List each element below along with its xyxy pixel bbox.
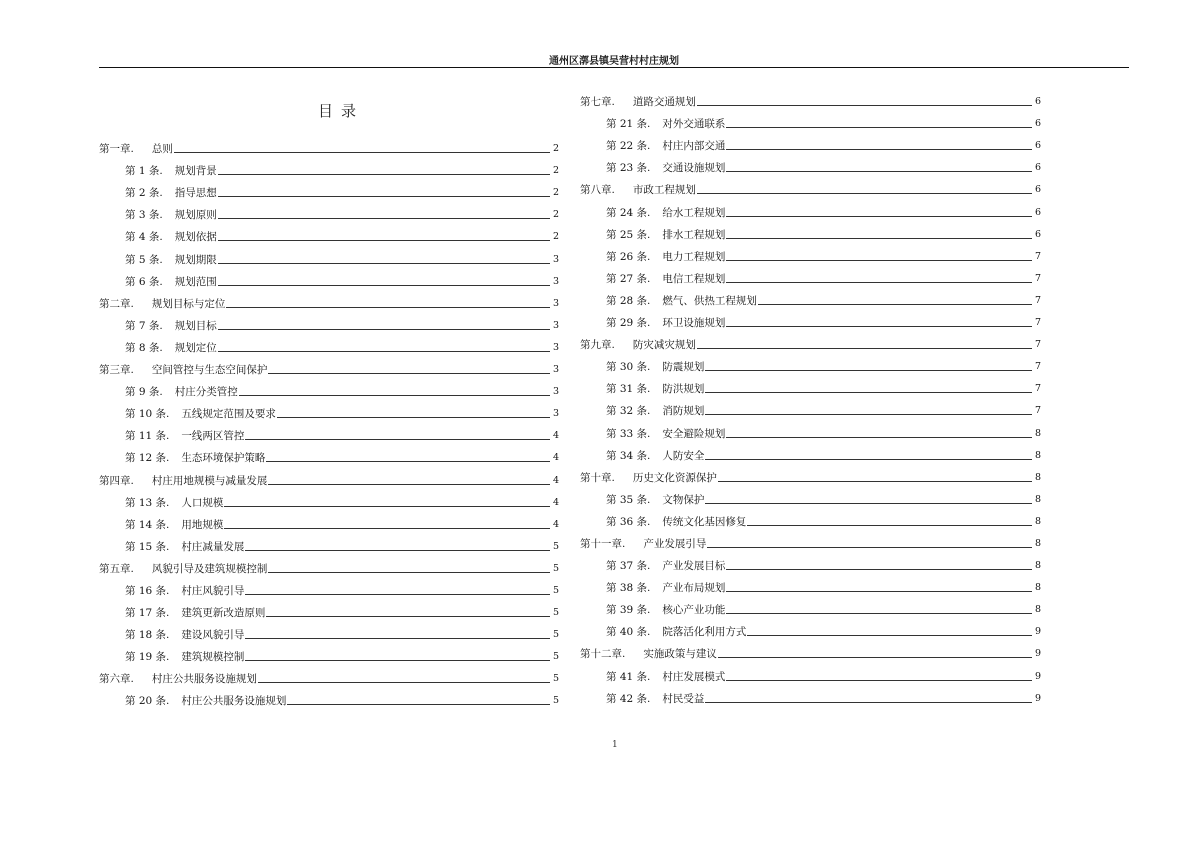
- toc-entry-title: 消防规划: [662, 405, 705, 418]
- toc-article-entry[interactable]: [99, 597, 559, 619]
- toc-entry-page: 7: [1034, 383, 1041, 395]
- toc-entry-number: 第 5 条.: [125, 253, 163, 266]
- toc-leader-line: [726, 238, 1032, 239]
- toc-article-entry[interactable]: [99, 310, 559, 332]
- toc-entry-number: 第 18 条.: [125, 629, 170, 642]
- toc-entry-number: 第 34 条.: [606, 449, 651, 462]
- toc-leader-line: [218, 218, 550, 219]
- toc-leader-line: [239, 395, 550, 396]
- toc-leader-line: [226, 307, 550, 308]
- toc-entry-page: 7: [1034, 405, 1041, 417]
- toc-leader-line: [218, 240, 550, 241]
- toc-entry-page: 5: [552, 540, 559, 552]
- toc-entry-title: 文物保护: [662, 493, 705, 506]
- toc-article-entry[interactable]: [99, 487, 559, 509]
- toc-leader-line: [245, 550, 550, 551]
- toc-entry-title: 规划定位: [174, 341, 217, 354]
- toc-entry-page: 2: [552, 187, 559, 199]
- toc-entry-number: 第 9 条.: [125, 386, 163, 399]
- toc-entry-page: 9: [1034, 670, 1041, 682]
- toc-entry-title: 建设风貌引导: [181, 629, 245, 642]
- toc-article-entry[interactable]: [580, 572, 1041, 594]
- toc-right-column: [580, 86, 1041, 705]
- toc-entry-title: 排水工程规划: [662, 228, 726, 241]
- toc-entry-number: 第 17 条.: [125, 607, 170, 620]
- document-header-title: 通州区漷县镇吴营村村庄规划: [549, 56, 679, 67]
- toc-entry-page: 9: [1034, 692, 1041, 704]
- toc-entry-page: 7: [1034, 317, 1041, 329]
- toc-entry-title: 规划目标: [174, 319, 217, 332]
- toc-leader-line: [726, 171, 1032, 172]
- toc-entry-number: 第 3 条.: [125, 209, 163, 222]
- toc-entry-page: 6: [1034, 96, 1041, 108]
- toc-entry-title: 空间管控与生态空间保护: [151, 364, 268, 377]
- toc-article-entry[interactable]: [580, 263, 1041, 285]
- toc-entry-title: 产业发展引导: [643, 537, 707, 550]
- toc-entry-title: 村庄发展模式: [662, 670, 726, 683]
- toc-leader-line: [697, 193, 1032, 194]
- toc-entry-title: 一线两区管控: [181, 430, 245, 443]
- toc-leader-line: [266, 461, 550, 462]
- toc-entry-page: 5: [552, 607, 559, 619]
- toc-entry-page: 5: [552, 695, 559, 707]
- toc-entry-number: 第 41 条.: [606, 670, 651, 683]
- toc-leader-line: [268, 572, 550, 573]
- toc-entry-number: 第八章.: [580, 184, 615, 197]
- toc-entry-number: 第 39 条.: [606, 604, 651, 617]
- toc-entry-page: 7: [1034, 339, 1041, 351]
- toc-entry-title: 电力工程规划: [662, 250, 726, 263]
- toc-article-entry[interactable]: [580, 683, 1041, 705]
- toc-entry-title: 五线规定范围及要求: [181, 408, 276, 421]
- toc-entry-title: 防灾减灾规划: [632, 339, 696, 352]
- toc-entry-title: 村庄内部交通: [662, 140, 726, 153]
- toc-entry-number: 第 6 条.: [125, 275, 163, 288]
- toc-entry-title: 村庄公共服务设施规划: [151, 673, 257, 686]
- toc-entry-title: 规划依据: [174, 231, 217, 244]
- toc-entry-number: 第 23 条.: [606, 162, 651, 175]
- toc-entry-page: 3: [552, 364, 559, 376]
- toc-entry-title: 指导思想: [174, 187, 217, 200]
- toc-article-entry[interactable]: [99, 509, 559, 531]
- toc-leader-line: [726, 613, 1032, 614]
- toc-article-entry[interactable]: [99, 619, 559, 641]
- toc-entry-page: 8: [1034, 582, 1041, 594]
- toc-entry-title: 规划原则: [174, 209, 217, 222]
- toc-chapter-entry[interactable]: [99, 133, 559, 155]
- toc-article-entry[interactable]: [580, 417, 1041, 439]
- toc-entry-page: 8: [1034, 471, 1041, 483]
- toc-chapter-entry[interactable]: [99, 553, 559, 575]
- toc-article-entry[interactable]: [99, 641, 559, 663]
- toc-entry-title: 对外交通联系: [662, 118, 726, 131]
- toc-entry-number: 第 15 条.: [125, 540, 170, 553]
- toc-entry-title: 产业发展目标: [662, 560, 726, 573]
- toc-entry-page: 8: [1034, 515, 1041, 527]
- toc-article-entry[interactable]: [580, 108, 1041, 130]
- toc-chapter-entry[interactable]: [580, 174, 1041, 196]
- toc-entry-page: 8: [1034, 537, 1041, 549]
- header-divider: [99, 67, 1129, 68]
- toc-article-entry[interactable]: [99, 221, 559, 243]
- toc-entry-title: 传统文化基因修复: [662, 515, 747, 528]
- toc-entry-number: 第 12 条.: [125, 452, 170, 465]
- toc-entry-page: 3: [552, 408, 559, 420]
- toc-left-column: [99, 133, 559, 707]
- toc-entry-number: 第 22 条.: [606, 140, 651, 153]
- toc-entry-number: 第 37 条.: [606, 560, 651, 573]
- toc-leader-line: [245, 594, 550, 595]
- toc-entry-number: 第四章.: [99, 474, 134, 487]
- toc-entry-number: 第 7 条.: [125, 319, 163, 332]
- toc-entry-page: 4: [552, 452, 559, 464]
- toc-entry-page: 6: [1034, 184, 1041, 196]
- toc-entry-number: 第 24 条.: [606, 206, 651, 219]
- toc-entry-title: 规划期限: [174, 253, 217, 266]
- toc-article-entry[interactable]: [580, 307, 1041, 329]
- toc-entry-title: 人防安全: [662, 449, 705, 462]
- toc-article-entry[interactable]: [580, 616, 1041, 638]
- toc-leader-line: [266, 616, 550, 617]
- toc-article-entry[interactable]: [580, 440, 1041, 462]
- toc-entry-page: 6: [1034, 162, 1041, 174]
- toc-entry-page: 4: [552, 496, 559, 508]
- toc-leader-line: [268, 484, 550, 485]
- toc-article-entry[interactable]: [99, 376, 559, 398]
- toc-leader-line: [174, 152, 550, 153]
- toc-entry-page: 6: [1034, 140, 1041, 152]
- toc-entry-title: 村庄风貌引导: [181, 584, 245, 597]
- toc-leader-line: [705, 503, 1032, 504]
- toc-entry-title: 规划目标与定位: [151, 297, 226, 310]
- toc-entry-title: 规划范围: [174, 275, 217, 288]
- toc-article-entry[interactable]: [580, 241, 1041, 263]
- toc-entry-page: 8: [1034, 427, 1041, 439]
- toc-entry-number: 第 10 条.: [125, 408, 170, 421]
- toc-article-entry[interactable]: [580, 506, 1041, 528]
- toc-leader-line: [218, 285, 550, 286]
- toc-entry-page: 6: [1034, 118, 1041, 130]
- toc-entry-title: 村民受益: [662, 692, 705, 705]
- toc-entry-number: 第 36 条.: [606, 515, 651, 528]
- toc-entry-number: 第 13 条.: [125, 496, 170, 509]
- toc-leader-line: [697, 348, 1032, 349]
- toc-leader-line: [747, 635, 1032, 636]
- toc-entry-number: 第 14 条.: [125, 518, 170, 531]
- toc-entry-title: 给水工程规划: [662, 206, 726, 219]
- toc-article-entry[interactable]: [580, 373, 1041, 395]
- toc-entry-title: 燃气、供热工程规划: [662, 294, 757, 307]
- toc-entry-page: 2: [552, 143, 559, 155]
- toc-article-entry[interactable]: [580, 351, 1041, 373]
- toc-entry-number: 第 32 条.: [606, 405, 651, 418]
- toc-leader-line: [245, 660, 550, 661]
- toc-leader-line: [726, 569, 1032, 570]
- toc-entry-page: 5: [552, 584, 559, 596]
- toc-leader-line: [218, 329, 550, 330]
- toc-article-entry[interactable]: [580, 395, 1041, 417]
- toc-leader-line: [697, 105, 1032, 106]
- toc-entry-page: 8: [1034, 493, 1041, 505]
- toc-entry-number: 第 26 条.: [606, 250, 651, 263]
- toc-entry-page: 8: [1034, 560, 1041, 572]
- toc-entry-number: 第二章.: [99, 297, 134, 310]
- toc-leader-line: [224, 528, 550, 529]
- toc-leader-line: [705, 370, 1032, 371]
- toc-entry-number: 第 35 条.: [606, 493, 651, 506]
- toc-entry-page: 7: [1034, 250, 1041, 262]
- toc-entry-page: 2: [552, 165, 559, 177]
- toc-article-entry[interactable]: [580, 130, 1041, 152]
- toc-article-entry[interactable]: [99, 177, 559, 199]
- toc-entry-title: 电信工程规划: [662, 272, 726, 285]
- toc-entry-page: 2: [552, 231, 559, 243]
- toc-leader-line: [218, 174, 550, 175]
- toc-entry-page: 8: [1034, 449, 1041, 461]
- toc-entry-number: 第 38 条.: [606, 582, 651, 595]
- toc-leader-line: [258, 682, 550, 683]
- toc-entry-page: 5: [552, 629, 559, 641]
- toc-entry-page: 5: [552, 651, 559, 663]
- toc-entry-number: 第 4 条.: [125, 231, 163, 244]
- toc-chapter-entry[interactable]: [580, 528, 1041, 550]
- toc-entry-title: 实施政策与建议: [643, 648, 717, 661]
- toc-leader-line: [726, 591, 1032, 592]
- toc-entry-page: 3: [552, 341, 559, 353]
- toc-entry-page: 4: [552, 518, 559, 530]
- toc-leader-line: [726, 326, 1032, 327]
- toc-entry-number: 第 30 条.: [606, 361, 651, 374]
- toc-leader-line: [705, 414, 1032, 415]
- toc-leader-line: [268, 373, 550, 374]
- toc-leader-line: [758, 304, 1032, 305]
- toc-leader-line: [705, 459, 1032, 460]
- toc-entry-title: 用地规模: [181, 518, 224, 531]
- toc-leader-line: [287, 704, 550, 705]
- toc-article-entry[interactable]: [99, 266, 559, 288]
- toc-entry-title: 生态环境保护策略: [181, 452, 266, 465]
- toc-entry-page: 3: [552, 253, 559, 265]
- toc-leader-line: [726, 260, 1032, 261]
- toc-leader-line: [718, 657, 1032, 658]
- toc-article-entry[interactable]: [99, 155, 559, 177]
- toc-entry-title: 人口规模: [181, 496, 224, 509]
- toc-entry-title: 市政工程规划: [632, 184, 696, 197]
- toc-entry-page: 3: [552, 297, 559, 309]
- toc-article-entry[interactable]: [580, 152, 1041, 174]
- toc-leader-line: [747, 525, 1032, 526]
- toc-leader-line: [705, 392, 1032, 393]
- toc-article-entry[interactable]: [580, 219, 1041, 241]
- toc-entry-number: 第 40 条.: [606, 626, 651, 639]
- toc-article-entry[interactable]: [580, 285, 1041, 307]
- toc-entry-number: 第 29 条.: [606, 317, 651, 330]
- toc-entry-page: 6: [1034, 206, 1041, 218]
- toc-article-entry[interactable]: [99, 199, 559, 221]
- toc-entry-number: 第七章.: [580, 96, 615, 109]
- toc-entry-page: 4: [552, 430, 559, 442]
- toc-entry-number: 第 27 条.: [606, 272, 651, 285]
- toc-article-entry[interactable]: [99, 420, 559, 442]
- toc-leader-line: [218, 196, 550, 197]
- toc-entry-page: 8: [1034, 604, 1041, 616]
- toc-entry-title: 总则: [151, 143, 173, 156]
- toc-entry-page: 2: [552, 209, 559, 221]
- toc-leader-line: [218, 263, 550, 264]
- toc-entry-title: 交通设施规划: [662, 162, 726, 175]
- toc-entry-page: 3: [552, 275, 559, 287]
- toc-chapter-entry[interactable]: [99, 354, 559, 376]
- toc-entry-title: 防震规划: [662, 361, 705, 374]
- toc-leader-line: [726, 437, 1032, 438]
- toc-entry-title: 建筑规模控制: [181, 651, 245, 664]
- toc-article-entry[interactable]: [99, 575, 559, 597]
- toc-entry-number: 第十一章.: [580, 537, 626, 550]
- toc-entry-title: 村庄用地规模与减量发展: [151, 474, 268, 487]
- toc-article-entry[interactable]: [580, 550, 1041, 572]
- toc-entry-title: 村庄分类管控: [174, 386, 238, 399]
- toc-entry-number: 第 11 条.: [125, 430, 170, 443]
- toc-entry-title: 建筑更新改造原则: [181, 607, 266, 620]
- toc-article-entry[interactable]: [99, 332, 559, 354]
- toc-entry-title: 环卫设施规划: [662, 317, 726, 330]
- toc-chapter-entry[interactable]: [580, 329, 1041, 351]
- toc-leader-line: [718, 481, 1032, 482]
- toc-leader-line: [726, 149, 1032, 150]
- toc-entry-title: 道路交通规划: [632, 96, 696, 109]
- toc-entry-number: 第十章.: [580, 471, 615, 484]
- toc-entry-number: 第 21 条.: [606, 118, 651, 131]
- toc-entry-page: 3: [552, 386, 559, 398]
- toc-entry-page: 9: [1034, 626, 1041, 638]
- toc-entry-number: 第六章.: [99, 673, 134, 686]
- toc-entry-number: 第 16 条.: [125, 584, 170, 597]
- toc-leader-line: [726, 216, 1032, 217]
- toc-leader-line: [224, 506, 550, 507]
- toc-article-entry[interactable]: [99, 442, 559, 464]
- toc-entry-title: 安全避险规划: [662, 427, 726, 440]
- toc-entry-page: 7: [1034, 361, 1041, 373]
- toc-entry-page: 4: [552, 474, 559, 486]
- toc-entry-title: 规划背景: [174, 165, 217, 178]
- toc-entry-number: 第 31 条.: [606, 383, 651, 396]
- toc-entry-page: 6: [1034, 228, 1041, 240]
- toc-chapter-entry[interactable]: [580, 462, 1041, 484]
- toc-entry-title: 产业布局规划: [662, 582, 726, 595]
- toc-entry-title: 风貌引导及建筑规模控制: [151, 562, 268, 575]
- toc-chapter-entry[interactable]: [99, 663, 559, 685]
- toc-leader-line: [726, 282, 1032, 283]
- toc-leader-line: [726, 127, 1032, 128]
- toc-entry-number: 第三章.: [99, 364, 134, 377]
- page-number: 1: [612, 740, 618, 750]
- toc-leader-line: [245, 638, 550, 639]
- toc-leader-line: [245, 439, 550, 440]
- toc-article-entry[interactable]: [580, 594, 1041, 616]
- toc-entry-page: 7: [1034, 294, 1041, 306]
- toc-entry-title: 村庄减量发展: [181, 540, 245, 553]
- toc-entry-number: 第十二章.: [580, 648, 626, 661]
- toc-heading: 目录: [318, 102, 365, 120]
- toc-article-entry[interactable]: [580, 660, 1041, 682]
- toc-chapter-entry[interactable]: [580, 638, 1041, 660]
- toc-entry-page: 3: [552, 319, 559, 331]
- toc-leader-line: [705, 702, 1032, 703]
- toc-entry-number: 第九章.: [580, 339, 615, 352]
- toc-entry-number: 第 1 条.: [125, 165, 163, 178]
- toc-article-entry[interactable]: [99, 398, 559, 420]
- toc-entry-number: 第五章.: [99, 562, 134, 575]
- toc-entry-number: 第 28 条.: [606, 294, 651, 307]
- toc-entry-number: 第 19 条.: [125, 651, 170, 664]
- toc-chapter-entry[interactable]: [580, 86, 1041, 108]
- toc-entry-page: 5: [552, 562, 559, 574]
- toc-chapter-entry[interactable]: [99, 464, 559, 486]
- toc-leader-line: [707, 547, 1032, 548]
- toc-leader-line: [726, 680, 1032, 681]
- toc-leader-line: [218, 351, 550, 352]
- toc-article-entry[interactable]: [580, 196, 1041, 218]
- toc-entry-page: 5: [552, 673, 559, 685]
- toc-entry-title: 核心产业功能: [662, 604, 726, 617]
- toc-article-entry[interactable]: [99, 531, 559, 553]
- toc-article-entry[interactable]: [99, 243, 559, 265]
- toc-entry-number: 第 8 条.: [125, 341, 163, 354]
- toc-entry-title: 村庄公共服务设施规划: [181, 695, 287, 708]
- toc-entry-number: 第一章.: [99, 143, 134, 156]
- toc-article-entry[interactable]: [99, 685, 559, 707]
- toc-entry-number: 第 25 条.: [606, 228, 651, 241]
- toc-entry-page: 9: [1034, 648, 1041, 660]
- toc-article-entry[interactable]: [580, 484, 1041, 506]
- toc-entry-number: 第 33 条.: [606, 427, 651, 440]
- toc-entry-title: 防洪规划: [662, 383, 705, 396]
- toc-entry-number: 第 2 条.: [125, 187, 163, 200]
- toc-leader-line: [277, 417, 550, 418]
- toc-chapter-entry[interactable]: [99, 288, 559, 310]
- toc-entry-number: 第 42 条.: [606, 692, 651, 705]
- toc-entry-title: 历史文化资源保护: [632, 471, 717, 484]
- toc-entry-page: 7: [1034, 272, 1041, 284]
- toc-entry-number: 第 20 条.: [125, 695, 170, 708]
- toc-entry-title: 院落活化利用方式: [662, 626, 747, 639]
